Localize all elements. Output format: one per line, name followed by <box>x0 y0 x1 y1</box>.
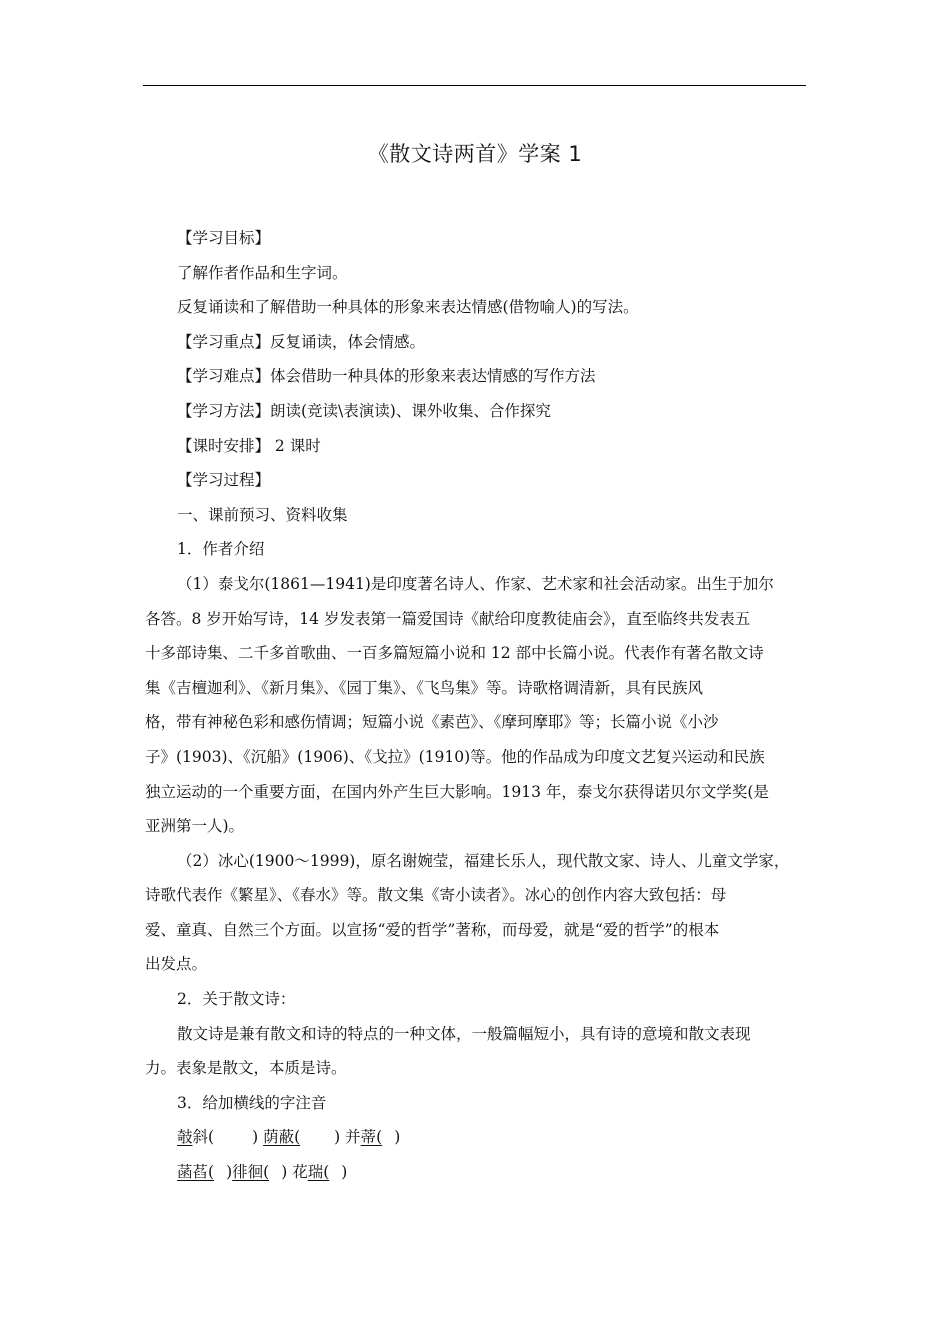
goal-2: 反复诵读和了解借助一种具体的形象来表达情感(借物喻人)的写法。 <box>177 298 639 317</box>
tagore-line: 集《吉檀迦利》、《新月集》、《园丁集》、《飞鸟集》等。诗歌格调清新，具有民族风 <box>145 678 704 697</box>
underlined-word: 蒂( <box>360 1128 383 1147</box>
bingxin-line: 爱、童真、自然三个方面。以宣扬“爱的哲学”著称，而母爱，就是“爱的哲学”的根本 <box>145 920 720 939</box>
goals-header: 【学习目标】 <box>177 229 271 247</box>
document-title: 《散文诗两首》学案 1 <box>367 142 583 166</box>
underlined-word: 菡萏( <box>177 1163 215 1182</box>
underlined-word: 徘徊( <box>232 1163 270 1182</box>
learning-method: 【学习方法】朗读(竞读\表演读)、课外收集、合作探究 <box>177 401 551 420</box>
item-2-heading: 2．关于散文诗： <box>177 990 296 1009</box>
close-paren: ) <box>334 1128 341 1147</box>
prose-line: 力。表象是散文，本质是诗。 <box>145 1059 347 1078</box>
pinyin-row-1 <box>145 1120 810 1155</box>
document-body <box>145 221 810 1190</box>
key-point: 【学习重点】反复诵读，体会情感。 <box>177 332 426 351</box>
underlined-char: 攲 <box>177 1128 193 1147</box>
tagore-line: 格，带有神秘色彩和感伤情调；短篇小说《素芭》、《摩珂摩耶》等；长篇小说《小沙 <box>145 713 719 732</box>
bingxin-line: 出发点。 <box>145 955 208 974</box>
tagore-line: 亚洲第一人)。 <box>145 817 245 836</box>
close-paren: ) <box>252 1128 259 1147</box>
word-rest: 斜( <box>192 1128 215 1147</box>
underlined-word: 荫蔽( <box>263 1128 301 1147</box>
word-prefix: 花 <box>292 1163 308 1182</box>
pinyin-row-2 <box>145 1155 810 1190</box>
tagore-line: （1）泰戈尔(1861—1941)是印度著名诗人、作家、艺术家和社会活动家。出生于加尔 <box>177 574 774 593</box>
item-3-heading: 3．给加横线的字注音 <box>177 1093 327 1112</box>
header-rule <box>143 85 806 86</box>
schedule: 【课时安排】 2 课时 <box>177 436 321 455</box>
item-1-heading: 1．作者介绍 <box>177 540 265 559</box>
close-paren: ) <box>394 1128 401 1147</box>
process-header: 【学习过程】 <box>177 471 271 490</box>
prose-line: 散文诗是兼有散文和诗的特点的一种文体，一般篇幅短小，具有诗的意境和散文表现 <box>177 1024 751 1043</box>
tagore-line: 独立运动的一个重要方面，在国内外产生巨大影响。1913 年，泰戈尔获得诺贝尔文学奖(是 <box>145 782 769 801</box>
close-paren: ) <box>281 1163 288 1182</box>
tagore-line: 子》(1903)、《沉船》(1906)、《戈拉》(1910)等。他的作品成为印度文艺复兴运动和民族 <box>145 747 765 766</box>
bingxin-line: 诗歌代表作《繁星》、《春水》等。散文集《寄小读者》。冰心的创作内容大致包括：母 <box>145 886 727 905</box>
section-1-heading: 一、课前预习、资料收集 <box>177 505 348 524</box>
goal-1: 了解作者作品和生字词。 <box>177 263 348 282</box>
underlined-word: 瑞( <box>307 1163 330 1182</box>
close-paren: ) <box>226 1163 233 1182</box>
word-prefix: 并 <box>345 1128 361 1147</box>
bingxin-line: （2）冰心(1900～1999)，原名谢婉莹，福建长乐人，现代散文家、诗人、儿童文学家， <box>177 851 790 870</box>
difficulty: 【学习难点】体会借助一种具体的形象来表达情感的写作方法 <box>177 367 596 386</box>
close-paren: ) <box>341 1163 348 1182</box>
tagore-line: 各答。8 岁开始写诗，14 岁发表第一篇爱国诗《献给印度教徒庙会》，直至临终共发表五 <box>145 609 751 628</box>
tagore-line: 十多部诗集、二千多首歌曲、一百多篇短篇小说和 12 部中长篇小说。代表作有著名散文诗 <box>145 644 764 663</box>
